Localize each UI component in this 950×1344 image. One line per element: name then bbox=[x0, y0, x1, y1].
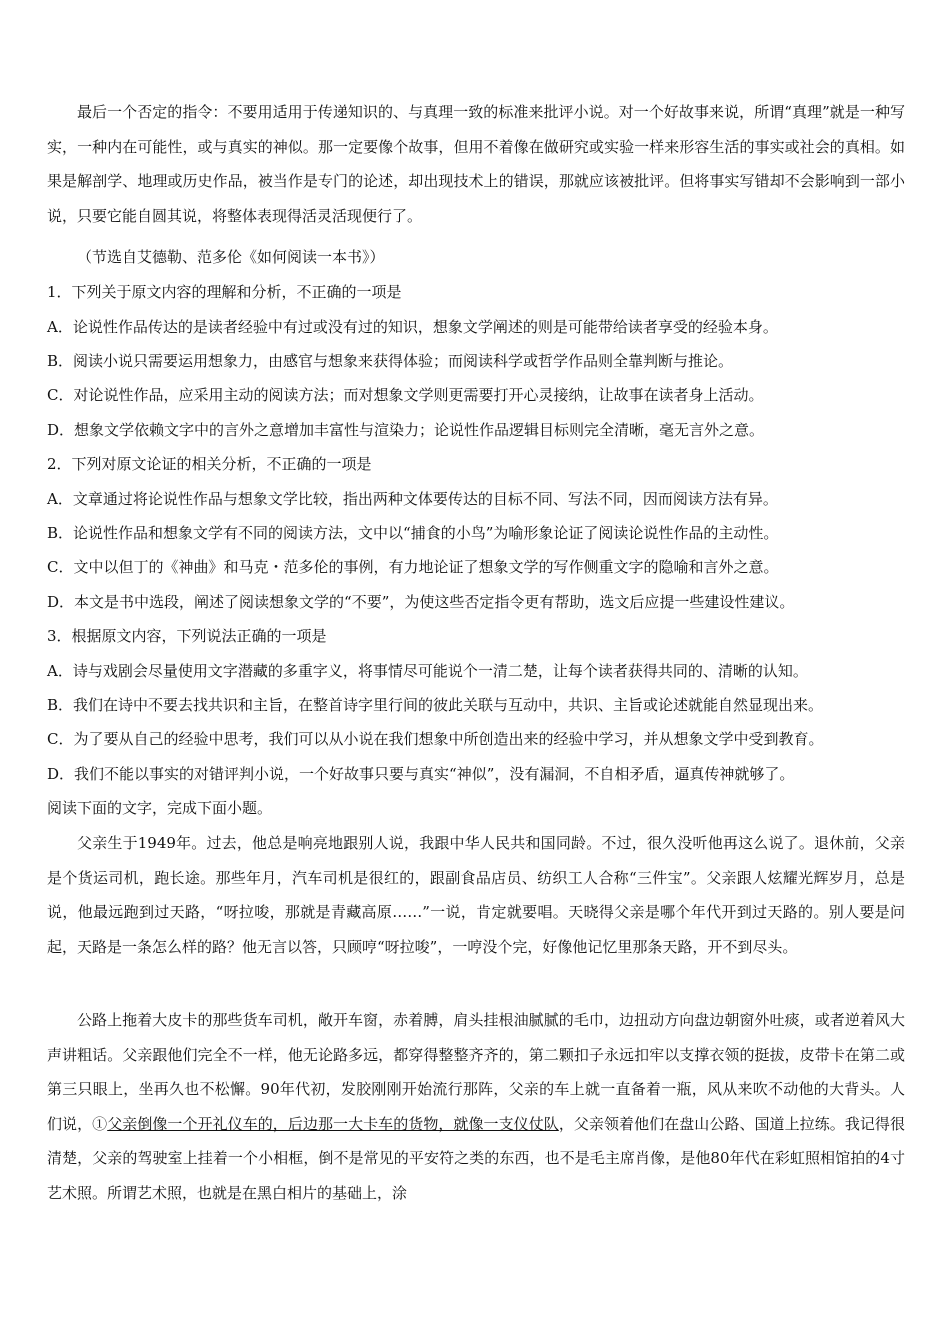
paragraph2-text-after: ，父亲领着他们在盘山公路、国道上拉练。我记得很清楚，父亲的驾驶室上挂着一个小相框，倒不是常见的平安符之类的东西，也不是毛主席肖像，是他80年代在彩虹照相馆拍的4寸艺术照。所谓艺术照，也就是在黑白相片的基础上，涂 bbox=[47, 1114, 905, 1202]
paragraph2-text-before: 公路上拖着大皮卡的那些货车司机，敞开车窗，赤着膊，肩头挂根油腻腻的毛巾，边扭动方向盘边朝窗外吐痰，或者逆着风大声讲粗话。父亲跟他们完全不一样，他无论路多远，都穿得整整齐齐的，第二颗扣子永远扣牢以支撑衣领的挺拔，皮带卡在第二或第三只眼上，坐再久也不松懈。90年代初，发胶刚刚开始流行那阵，父亲的车上就一直备着一瓶，风从来吹不动他的大背头。人们说，① bbox=[47, 1011, 905, 1133]
question-2-stem: 2．下列对原文论证的相关分析，不正确的一项是 bbox=[47, 455, 372, 473]
question-2-option-b: B．论说性作品和想象文学有不同的阅读方法，文中以“捕食的小鸟”为喻形象论证了阅读论说性作品的主动性。 bbox=[47, 524, 779, 542]
passage1-source: （节选自艾德勒、范多伦《如何阅读一本书》） bbox=[77, 248, 385, 266]
question-1-option-d: D．想象文学依赖文字中的言外之意增加丰富性与渲染力；论说性作品逻辑目标则完全清晰，毫无言外之意。 bbox=[47, 421, 765, 439]
passage2-paragraph-2 bbox=[47, 1003, 905, 1210]
question-2-option-d: D．本文是书中选段，阐述了阅读想象文学的“不要”，为使这些否定指令更有帮助，选文后应提一些建设性建议。 bbox=[47, 593, 795, 611]
question-2-option-a: A．文章通过将论说性作品与想象文学比较，指出两种文体要传达的目标不同、写法不同，因而阅读方法有异。 bbox=[47, 490, 778, 508]
passage1-paragraph: 最后一个否定的指令：不要用适用于传递知识的、与真理一致的标准来批评小说。对一个好故事来说，所谓“真理”就是一种写实，一种内在可能性，或与真实的神似。那一定要像个故事，但用不着像在做研究或实验一样来形容生活的事实或社会的真相。如果是解剖学、地理或历史作品，被当作是专门的论述，却出现技术上的错误，那就应该被批评。但将事实写错却不会影响到一部小说，只要它能自圆其说，将整体表现得活灵活现便行了。 bbox=[47, 103, 905, 225]
question-3-option-b: B．我们在诗中不要去找共识和主旨，在整首诗字里行间的彼此关联与互动中，共识、主旨或论述就能自然显现出来。 bbox=[47, 696, 824, 714]
question-2-option-c: C．文中以但丁的《神曲》和马克・范多伦的事例，有力地论证了想象文学的写作侧重文字的隐喻和言外之意。 bbox=[47, 558, 779, 576]
question-3-option-c: C．为了要从自己的经验中思考，我们可以从小说在我们想象中所创造出来的经验中学习，并从想象文学中受到教育。 bbox=[47, 730, 824, 748]
passage2-paragraph-1: 父亲生于1949年。过去，他总是响亮地跟别人说，我跟中华人民共和国同龄。不过，很久没听他再这么说了。退休前，父亲是个货运司机，跑长途。那些年月，汽车司机是很红的，跟副食品店员、纺织工人合称“三件宝”。父亲跟人炫耀光辉岁月，总是说，他最远跑到过天路，“呀拉唆，那就是青藏高原……”一说，肯定就要唱。天晓得父亲是哪个年代开到过天路的。别人要是问起，天路是一条怎么样的路？他无言以答，只顾哼“呀拉唆”，一哼没个完，好像他记忆里那条天路，开不到尽头。 bbox=[47, 834, 905, 956]
question-3-option-d: D．我们不能以事实的对错评判小说，一个好故事只要与真实“神似”，没有漏洞，不自相矛盾，逼真传神就够了。 bbox=[47, 765, 795, 783]
question-1-option-c: C．对论说性作品，应采用主动的阅读方法；而对想象文学则更需要打开心灵接纳，让故事在读者身上活动。 bbox=[47, 386, 764, 404]
underlined-sentence-1: 父亲倒像一个开礼仪车的，后边那一大卡车的货物，就像一支仪仗队 bbox=[107, 1114, 559, 1133]
question-3-option-a: A．诗与戏剧会尽量使用文字潜藏的多重字义，将事情尽可能说个一清二楚，让每个读者获得共同的、清晰的认知。 bbox=[47, 662, 808, 680]
question-1-stem: 1．下列关于原文内容的理解和分析，不正确的一项是 bbox=[47, 283, 402, 301]
question-1-option-a: A．论说性作品传达的是读者经验中有过或没有过的知识，想象文学阐述的则是可能带给读者享受的经验本身。 bbox=[47, 318, 778, 336]
question-1-option-b: B．阅读小说只需要运用想象力，由感官与想象来获得体验；而阅读科学或哲学作品则全靠判断与推论。 bbox=[47, 352, 734, 370]
question-3-stem: 3．根据原文内容，下列说法正确的一项是 bbox=[47, 627, 327, 645]
reading-instruction: 阅读下面的文字，完成下面小题。 bbox=[47, 799, 273, 817]
